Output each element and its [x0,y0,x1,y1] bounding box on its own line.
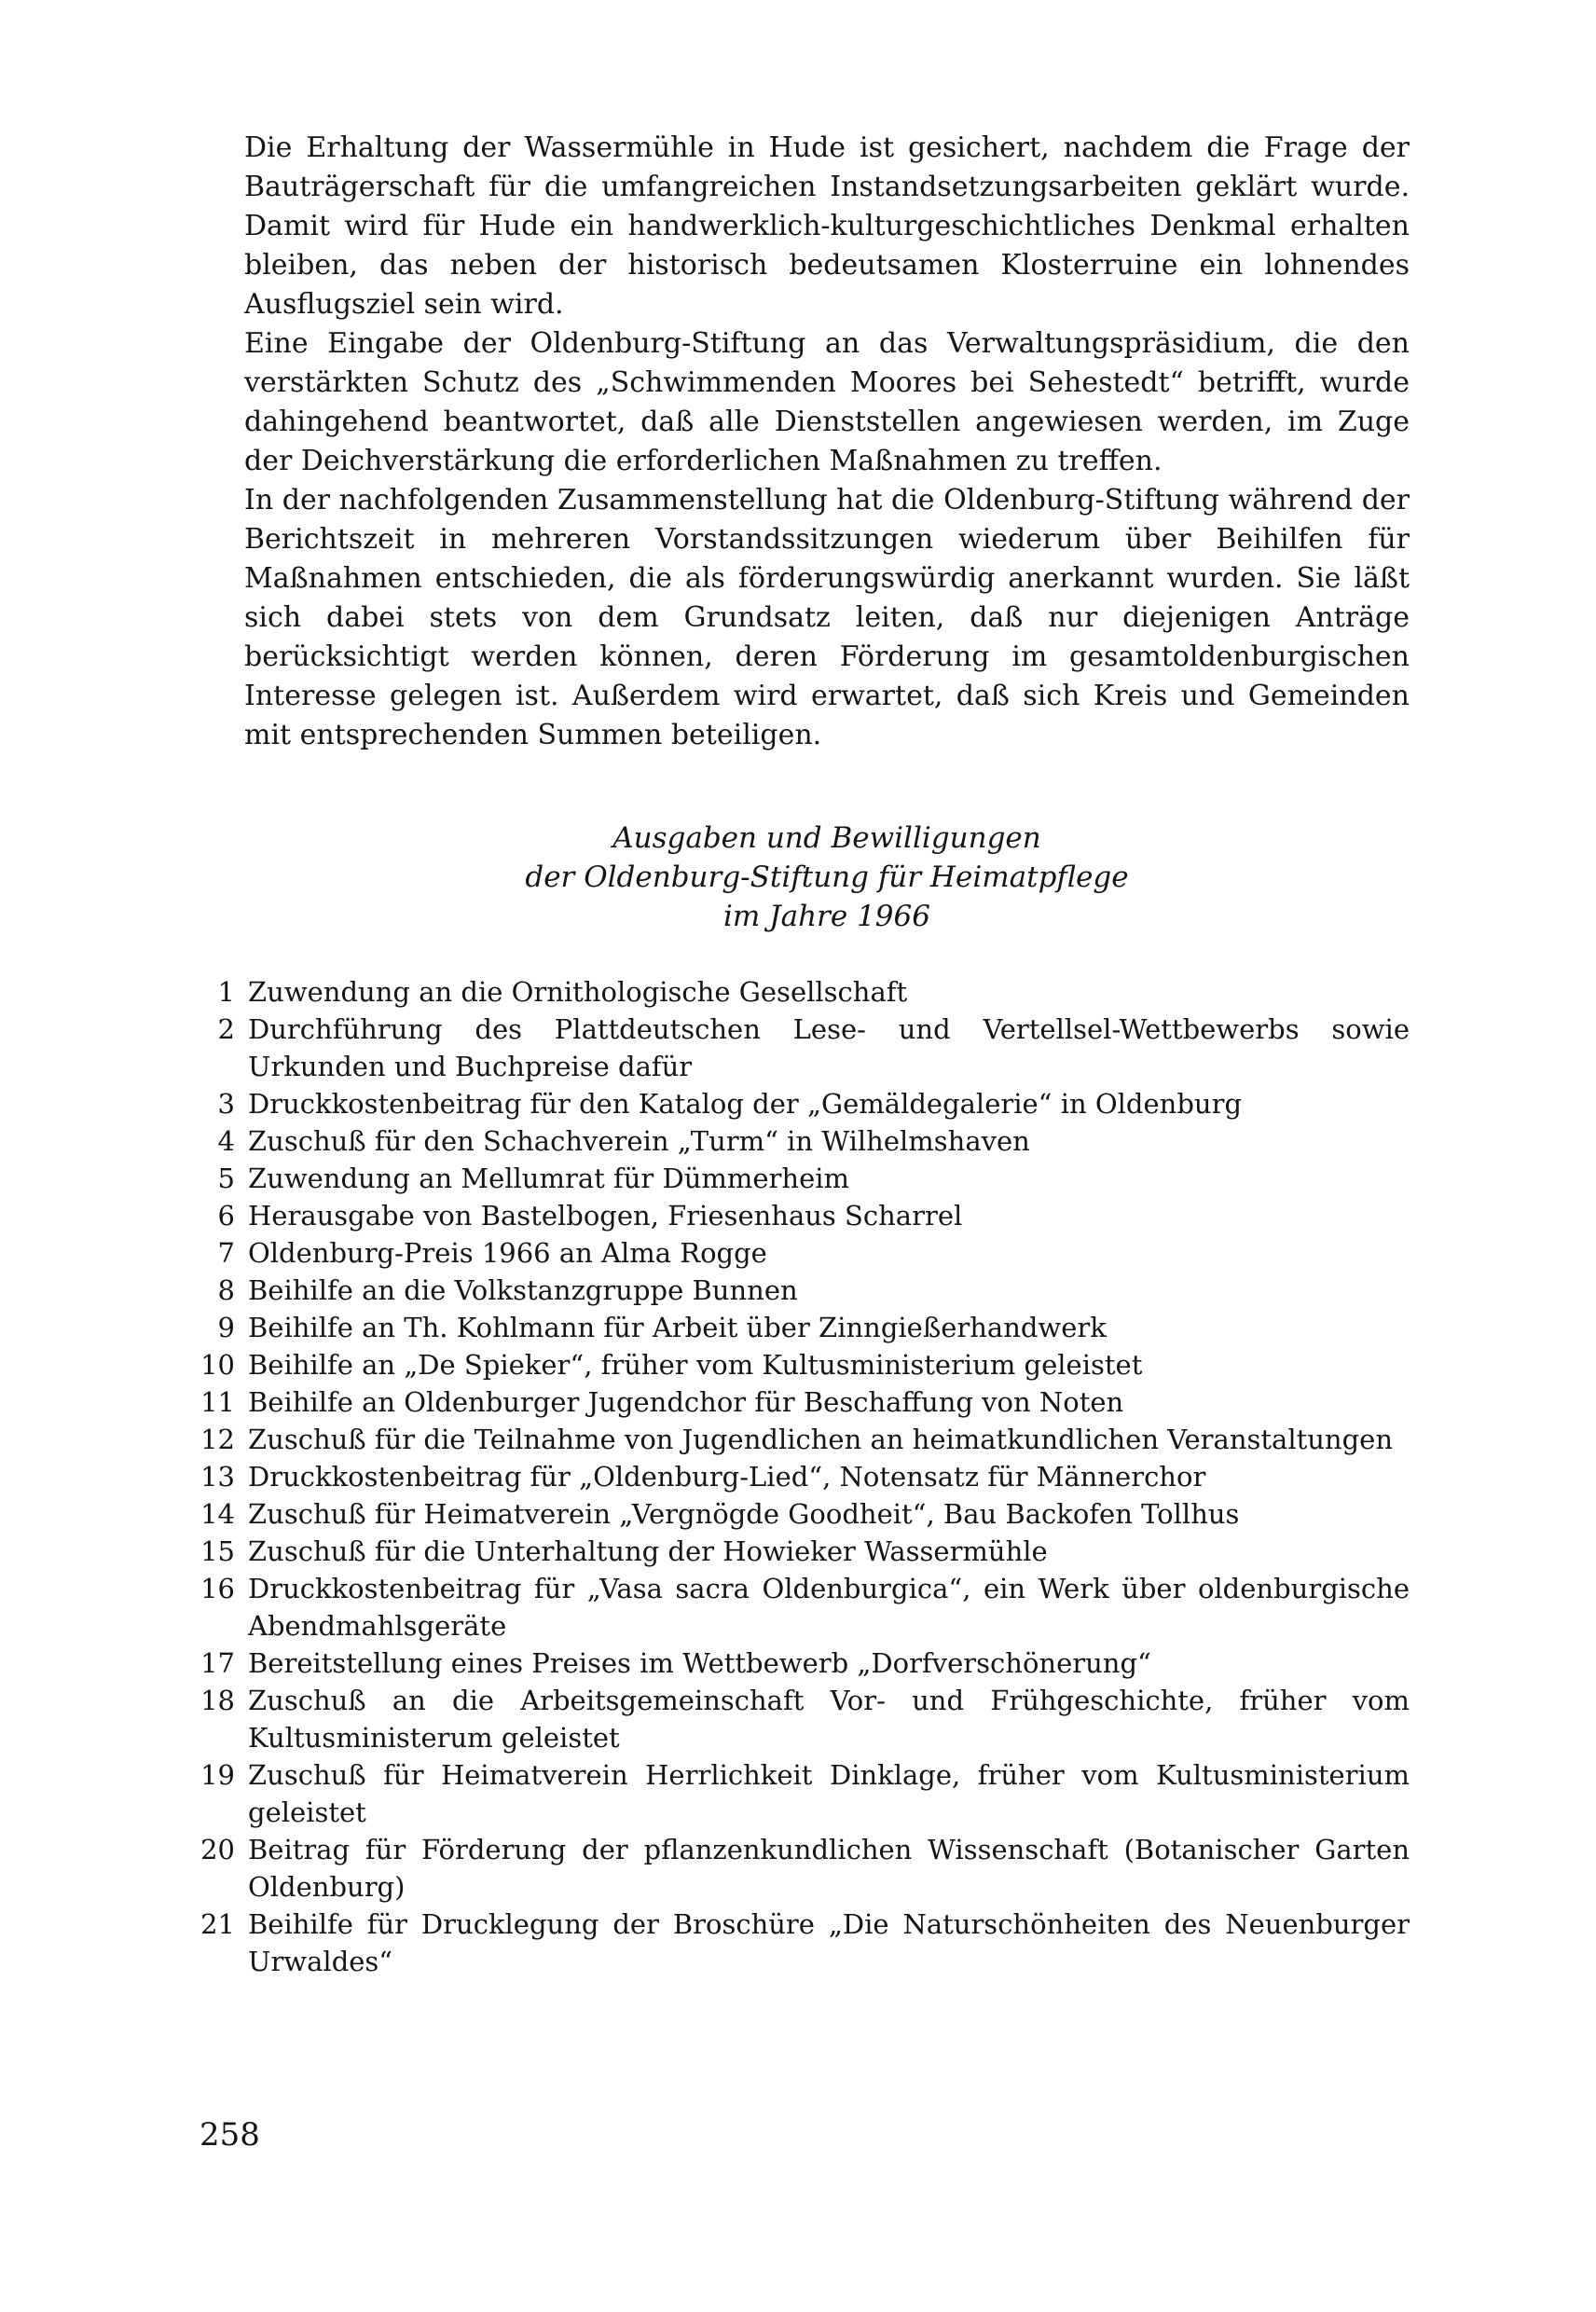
item-number: 5 [217,1163,235,1194]
paragraph-eingabe: Eine Eingabe der Oldenburg-Stiftung an das Verwaltungspräsidium, die den verstärkten Schutz des „Schwimmenden Moores bei Sehestedt“ betrifft, wurde dahingehend beantwortet, daß alle Dienststellen angewiesen werden, im Zuge der Deichverstärkung die erforderlichen Maßnahmen zu treffen. [244,327,1410,477]
list-item [186,1570,1410,1645]
item-number: 3 [217,1088,235,1120]
list-item [186,1645,1410,1682]
list-item [186,1160,1410,1197]
list-item [186,1906,1410,1980]
body-text [244,129,1410,755]
list-item [186,1346,1410,1383]
section-title-line-2: der Oldenburg-Stiftung für Heimatpflege [525,860,1129,894]
item-text: Zuschuß an die Arbeitsgemeinschaft Vor- und Frühgeschichte, früher vom Kultusministerum geleistet [248,1685,1410,1754]
item-number: 14 [200,1498,235,1530]
list-item [186,1831,1410,1906]
item-number: 18 [200,1685,235,1716]
item-number: 13 [200,1461,235,1493]
item-number: 2 [217,1013,235,1045]
list-item [186,1234,1410,1272]
item-number: 20 [200,1834,235,1865]
item-number: 10 [200,1349,235,1381]
paragraph-wassermuehle: Die Erhaltung der Wassermühle in Hude ist gesichert, nachdem die Frage der Bauträgerschaft für die umfangreichen Instandsetzungsarbeiten geklärt wurde. Damit wird für Hude ein handwerklich-kulturgeschichtliches Denkmal erhalten bleiben, das neben der historisch bedeutsamen Klosterruine ein lohnendes Ausflugsziel sein wird. [244,131,1410,321]
item-text: Beihilfe an „De Spieker“, früher vom Kultusministerium geleistet [248,1349,1143,1381]
item-text: Zuschuß für den Schachverein „Turm“ in Wilhelmshaven [248,1125,1030,1157]
list-item [186,1421,1410,1458]
list-item [186,1495,1410,1533]
item-text: Zuschuß für die Teilnahme von Jugendlichen an heimatkundlichen Veranstaltungen [248,1424,1394,1455]
item-text: Zuschuß für die Unterhaltung der Howieker Wassermühle [248,1535,1048,1567]
item-number: 19 [200,1759,235,1791]
page-number: 258 [200,2116,260,2154]
item-text: Druckkostenbeitrag für den Katalog der „Gemäldegalerie“ in Oldenburg [248,1088,1243,1120]
list-item [186,1458,1410,1495]
item-number: 11 [200,1386,235,1418]
item-text: Druckkostenbeitrag für „Vasa sacra Oldenburgica“, ein Werk über oldenburgische Abendmahlsgeräte [248,1573,1410,1642]
paragraph-zusammenstellung: In der nachfolgenden Zusammenstellung hat die Oldenburg-Stiftung während der Berichtszeit in mehreren Vorstandssitzungen wiederum über Beihilfen für Maßnahmen entschieden, die als förderungswürdig anerkannt wurden. Sie läßt sich dabei stets von dem Grundsatz leiten, daß nur diejenigen Anträge berücksichtigt werden können, deren Förderung im gesamtoldenburgischen Interesse gelegen ist. Außerdem wird erwartet, daß sich Kreis und Gemeinden mit entsprechenden Summen beteiligen. [244,484,1410,751]
list-item [186,1309,1410,1346]
item-number: 7 [217,1237,235,1269]
item-number: 21 [200,1908,235,1940]
item-text: Herausgabe von Bastelbogen, Friesenhaus Scharrel [248,1200,963,1232]
item-text: Zuwendung an Mellumrat für Dümmerheim [248,1163,850,1194]
list-item [186,1682,1410,1756]
list-item [186,1272,1410,1309]
item-number: 15 [200,1535,235,1567]
item-number: 12 [200,1424,235,1455]
list-item [186,1122,1410,1160]
list-item [186,1011,1410,1085]
list-item [186,1197,1410,1234]
list-item [186,1533,1410,1570]
item-text: Beihilfe an Th. Kohlmann für Arbeit über Zinngießerhandwerk [248,1312,1107,1343]
item-number: 16 [200,1573,235,1604]
item-text: Beihilfe für Drucklegung der Broschüre „Die Naturschönheiten des Neuenburger Urwaldes“ [248,1908,1410,1977]
item-number: 17 [200,1647,235,1679]
item-text: Zuschuß für Heimatverein Herrlichkeit Dinklage, früher vom Kultusministerium geleistet [248,1759,1410,1828]
list-item [186,1756,1410,1831]
item-text: Durchführung des Plattdeutschen Lese- und Vertellsel-Wettbewerbs sowie Urkunden und Buchpreise dafür [248,1013,1410,1082]
item-text: Beihilfe an die Volkstanzgruppe Bunnen [248,1274,798,1306]
section-title-line-3: im Jahre 1966 [723,900,930,933]
expenditure-list [186,973,1410,1980]
list-item [186,1085,1410,1122]
item-text: Beitrag für Förderung der pflanzenkundlichen Wissenschaft (Botanischer Garten Oldenburg) [248,1834,1410,1903]
item-text: Zuschuß für Heimatverein „Vergnögde Goodheit“, Bau Backofen Tollhus [248,1498,1240,1530]
item-text: Druckkostenbeitrag für „Oldenburg-Lied“, Notensatz für Männerchor [248,1461,1206,1493]
section-title-line-1: Ausgaben und Bewilligungen [612,821,1041,855]
item-text: Bereitstellung eines Preises im Wettbewerb „Dorfverschönerung“ [248,1647,1151,1679]
item-text: Oldenburg-Preis 1966 an Alma Rogge [248,1237,767,1269]
item-number: 4 [217,1125,235,1157]
item-text: Beihilfe an Oldenburger Jugendchor für Beschaffung von Noten [248,1386,1124,1418]
list-item [186,973,1410,1011]
item-number: 6 [217,1200,235,1232]
item-number: 8 [217,1274,235,1306]
section-title [244,819,1410,936]
list-item [186,1383,1410,1421]
item-number: 1 [217,976,235,1008]
item-number: 9 [217,1312,235,1343]
item-text: Zuwendung an die Ornithologische Gesellschaft [248,976,908,1008]
